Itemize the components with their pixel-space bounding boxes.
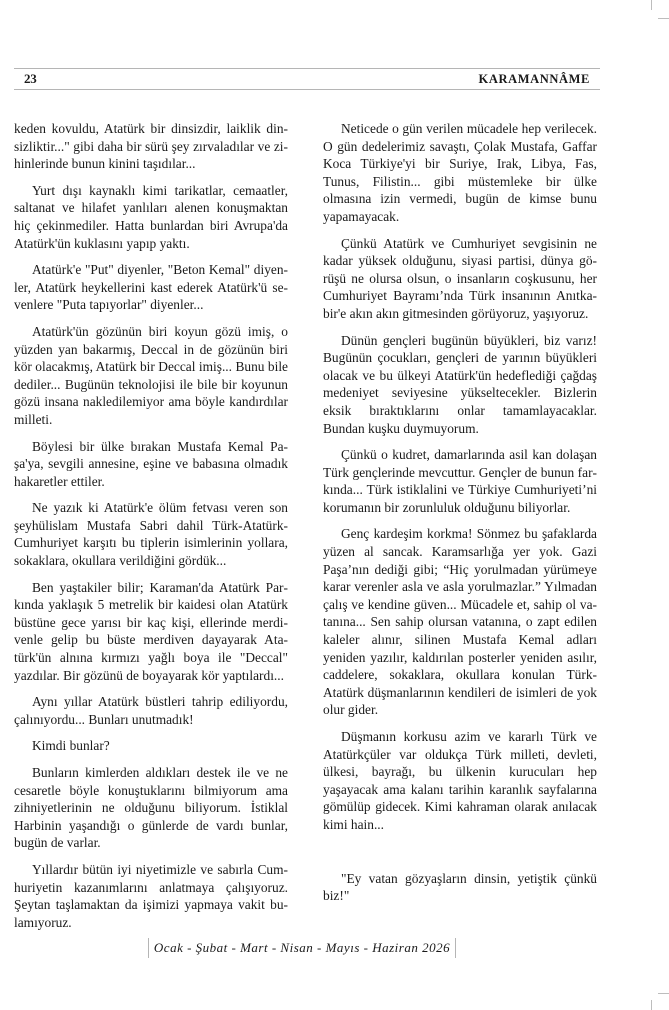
- paragraph: Atatürk'e "Put" diyenler, "Beton Kemal" diyenler, Atatürk heykellerini kast ederek Atatürk'ü sevenlere "Puta tapıyorlar" diyenler...: [14, 262, 288, 313]
- crop-mark-top-vertical: [651, 0, 652, 10]
- running-header: [14, 68, 600, 90]
- paragraph: Dünün gençleri bugünün büyükleri, biz varız! Bugünün çocukları, gençleri de yarının büyükleri olacak ve bu ülkeyi Atatürk'ün hedeflediği çağdaş medeniyet seviyesine yükseltecekler. Bizlerin eksik bıraktıklarını onlar tamamlayacaklar. Bundan kuşku duymuyorum.: [323, 332, 597, 436]
- paragraph: Yıllardır bütün iyi niyetimizle ve sabırla Cumhuriyetin kazanımlarını anlatmaya çalışıyoruz. Şeytan taşlamaktan da işimizi yapmaya vakit bulamıyoruz.: [14, 861, 288, 930]
- paragraph: Bunların kimlerden aldıkları destek ile ve ne cesaretle böyle konuştuklarını bilmiyorum ama zihniyetlerinin ne olduğunu biliyorum. İstiklal Harbinin yaşandığı o günlerde de vardı bunlar, bugün de varlar.: [14, 765, 288, 851]
- crop-mark-bottom-vertical: [651, 1000, 652, 1010]
- page-number: 23: [24, 71, 37, 86]
- paragraph: Böylesi bir ülke bırakan Mustafa Kemal Paşa'ya, sevgili annesine, eşine ve babasına olmadık hakaretler ettiler.: [14, 438, 288, 489]
- issue-dates: Ocak - Şubat - Mart - Nisan - Mayıs - Haziran 2026: [153, 940, 451, 955]
- magazine-title: KARAMANNÂME: [478, 72, 590, 86]
- paragraph: Ne yazık ki Atatürk'e ölüm fetvası veren son şeyhülislam Mustafa Sabri dahil Türk-Atatürk-Cumhuriyet karşıtı bu tiplerin isimlerinin yollara, sokaklara, okullara verildiğini gördük...: [14, 500, 288, 569]
- paragraph: Düşmanın korkusu azim ve kararlı Türk ve Atatürkçüler var oldukça Türk milleti, devleti, ülkesi, bayrağı, bu ülkenin kurucuları hep yaşayacak ama kalanı tarihin karanlık sayfalarına gömülüp gidecek. Kimi kahraman olarak anılacak kimi hain...: [323, 729, 597, 832]
- paragraph: Çünkü Atatürk ve Cumhuriyet sevgisinin ne kadar yüksek olduğunu, siyasi partisi, dünya görüşü ne olursa olsun, o insanların coşkusunu, her Cumhuriyet Bayramı’nda Türk insanının Anıtkabir'e akın akın gitmesinden görüyoruz, yaşıyoruz.: [323, 235, 597, 321]
- paragraph: Ben yaştakiler bilir; Karaman'da Atatürk Parkında yaklaşık 5 metrelik bir kaidesi olan Atatürk büstüne gece yarısı bir kaç kişi, ellerinde merdivenle gelip bu büste merdiven dayayarak Atatürk'ün alnına kırmızı yağlı boya ile "Deccal" yazdılar. Bir gözünü de boyayarak kör yaptılardı...: [14, 579, 288, 683]
- closing-quote: "Ey vatan gözyaşların dinsin, yetiştik çünkü biz!": [323, 870, 597, 904]
- paragraph: Yurt dışı kaynaklı kimi tarikatlar, cemaatler, saltanat ve hilafet yanlıları alenen konuşmaktan hiç çekinmediler. Hatta bunlardan biri Avrupa'da Atatürk'ün kuklasını yapıp yaktı.: [14, 182, 288, 251]
- crop-mark-bottom-horizontal: [658, 993, 669, 994]
- paragraph: Genç kardeşim korkma! Sönmez bu şafaklarda yüzen al sancak. Karamsarlığa yer yok. Gazi Paşa’nın dediği gibi; “Hiç yorulmadan yürümeye karar verenler asla ve asla yorulmazlar.” Yılmadan çalış ve kendine güven... Mücadele et, sahip ol vatanına... Sen sahip olursan vatanına, o zapt edilen kaleler alınır, silinen Mustafa Kemal adları yeniden yazılır, kaldırılan posterler yeniden asılır, caddelere, sokaklara, okullara konulan Türk-Atatürk düşmanlarının kendileri de isimleri de yok olur gider.: [323, 526, 597, 718]
- paragraph: Kimdi bunlar?: [32, 738, 110, 754]
- paragraph: Çünkü o kudret, damarlarında asil kan dolaşan Türk gençlerinde mevcuttur. Gençler de bunun farkında... Türk istiklalini ve Türkiye Cumhuriyeti’ni korumanın bir zorunluluk olduğunu biliyorlar.: [323, 447, 597, 515]
- paragraph: Neticede o gün verilen mücadele hep verilecek. O gün dedelerimiz savaştı, Çolak Mustafa, Gaffar Koca Türkiye'yi bir Suriye, Irak, Libya, Fas, Tunus, Filistin... gibi müstemleke bir ülke olmasına izin vermedi, bugün de kimse bunu yapamayacak.: [323, 121, 597, 224]
- crop-mark-top-horizontal: [658, 18, 669, 19]
- paragraph: keden kovuldu, Atatürk bir dinsizdir, laiklik dinsizliktir..." gibi daha bir sürü şey zırvaladılar ve zihinlerinde bunun kinini taşıdılar...: [14, 121, 288, 172]
- issue-footer: [148, 938, 456, 958]
- paragraph: Atatürk'ün gözünün biri koyun gözü imiş, o yüzden yan bakarmış, Deccal in de gözünün biri kör olacakmış, Atatürk bir Deccal imiş... Bunu bile dediler... Bugünün teknolojisi ile bile bir koyunun gözü insana nakledilemiyor ama böyle kandırdılar milleti.: [14, 323, 288, 427]
- left-column: [14, 120, 288, 940]
- right-column: [323, 120, 597, 914]
- paragraph: Aynı yıllar Atatürk büstleri tahrip ediliyordu, çalınıyordu... Bunları unutmadık!: [14, 694, 288, 727]
